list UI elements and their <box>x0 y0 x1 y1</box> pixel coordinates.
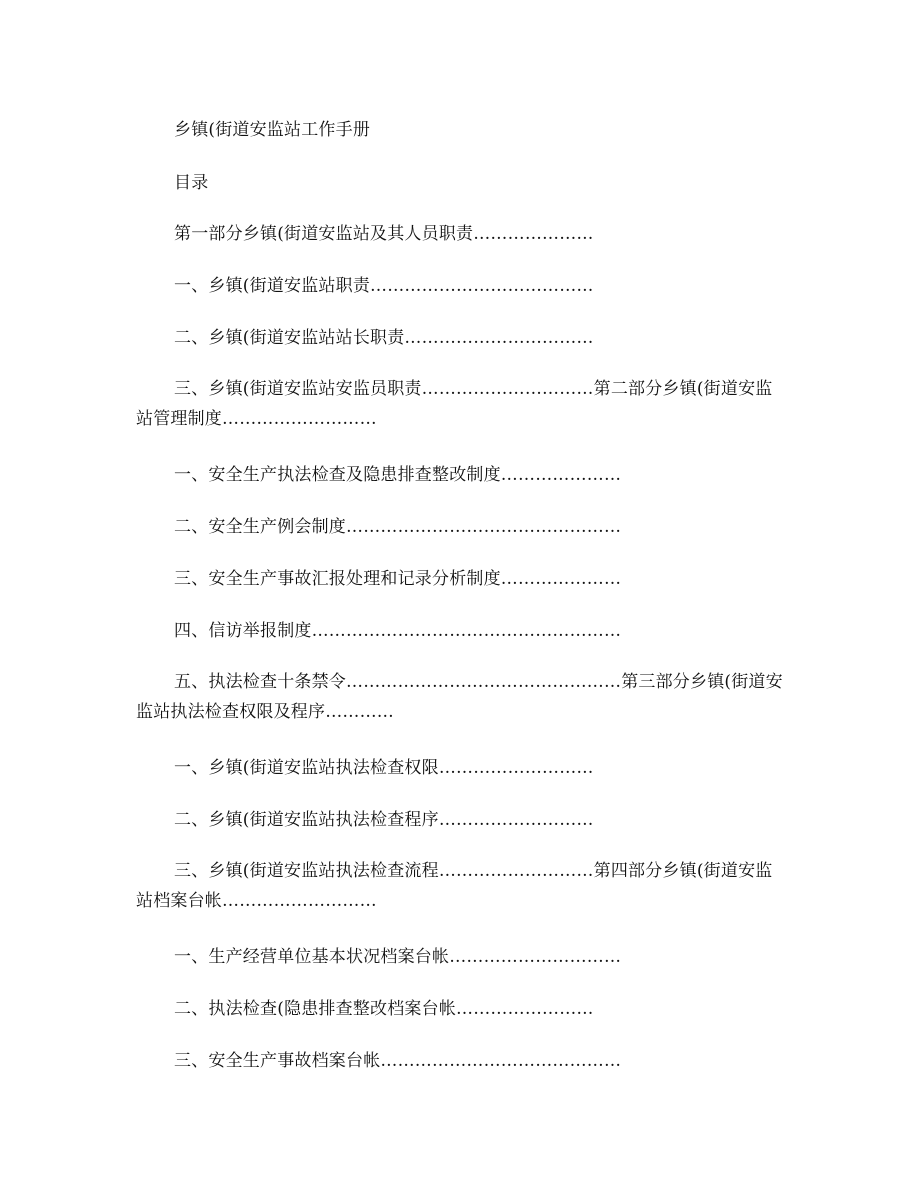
toc-entry: 二、安全生产例会制度………………………………………… <box>174 517 622 537</box>
toc-entry: 三、安全生产事故汇报处理和记录分析制度………………… <box>174 569 622 589</box>
toc-entry: 二、执法检查(隐患排查整改档案台帐…………………… <box>174 999 594 1019</box>
toc-entry: 五、执法检查十条禁令…………………………………………第三部分乡镇(街道安监站执法检查权限及程序………… <box>136 672 783 722</box>
toc-entry: 一、生产经营单位基本状况档案台帐………………………… <box>174 947 622 967</box>
document-title: 乡镇(街道安监站工作手册 <box>174 120 371 140</box>
toc-heading: 目录 <box>174 173 209 193</box>
toc-entry: 一、乡镇(街道安监站执法检查权限……………………… <box>174 758 594 778</box>
toc-entry: 三、乡镇(街道安监站安监员职责…………………………第二部分乡镇(街道安监站管理制度……………………… <box>136 379 773 429</box>
toc-entry: 第一部分乡镇(街道安监站及其人员职责………………… <box>174 224 594 244</box>
toc-entry: 二、乡镇(街道安监站执法检查程序……………………… <box>174 810 594 830</box>
toc-entry: 四、信访举报制度……………………………………………… <box>174 621 622 641</box>
toc-entry: 一、乡镇(街道安监站职责………………………………… <box>174 276 594 296</box>
toc-entry: 三、乡镇(街道安监站执法检查流程………………………第四部分乡镇(街道安监站档案台帐……………………… <box>136 861 773 911</box>
toc-entry: 三、安全生产事故档案台帐…………………………………… <box>174 1051 622 1071</box>
toc-entry: 二、乡镇(街道安监站站长职责…………………………… <box>174 328 594 348</box>
toc-entry: 一、安全生产执法检查及隐患排查整改制度………………… <box>174 465 622 485</box>
